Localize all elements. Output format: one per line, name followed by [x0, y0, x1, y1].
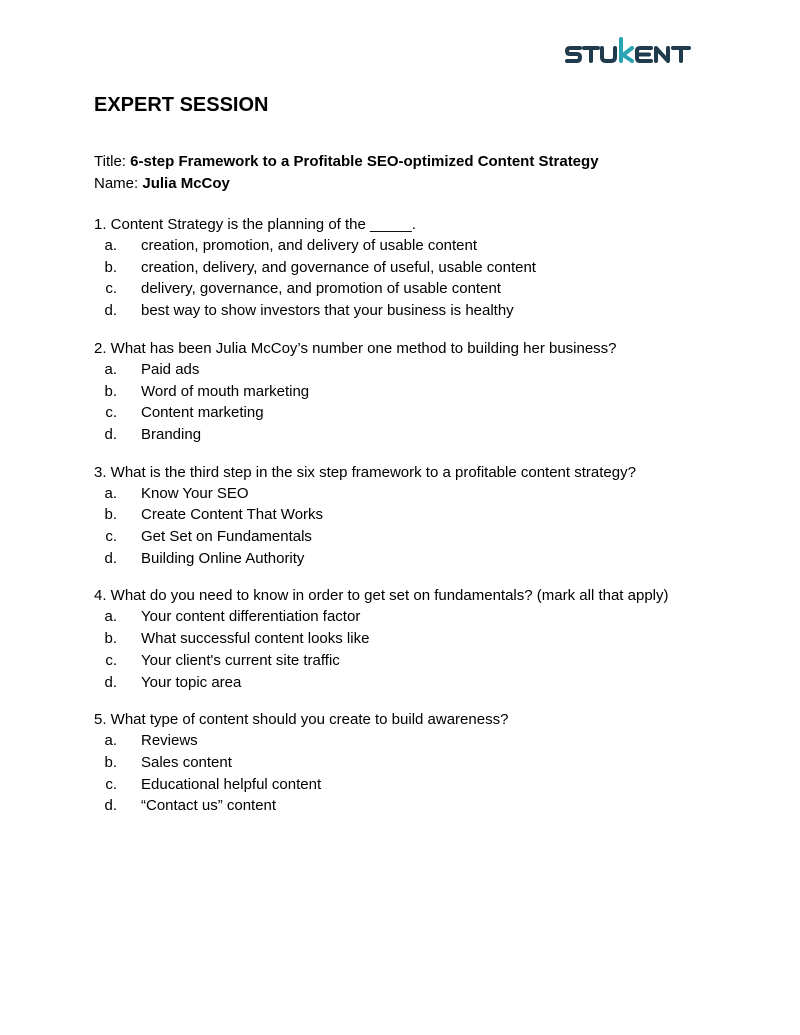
answer-option	[94, 381, 734, 403]
option-letter: b.	[104, 630, 117, 648]
question-1	[94, 214, 734, 322]
answer-option	[94, 278, 734, 300]
title-line	[94, 151, 599, 173]
option-text: best way to show investors that your business is healthy	[141, 302, 514, 320]
session-meta	[94, 151, 599, 195]
option-text: Content marketing	[141, 404, 264, 422]
option-letter: a.	[104, 732, 117, 750]
answer-option	[94, 548, 734, 570]
page-heading: EXPERT SESSION	[94, 94, 269, 116]
option-letter: b.	[104, 506, 117, 524]
option-letter: d.	[104, 302, 117, 320]
answer-option	[94, 235, 734, 257]
option-text: Sales content	[141, 753, 232, 771]
answer-option	[94, 504, 734, 526]
session-title: 6-step Framework to a Profitable SEO-optimized Content Strategy	[130, 153, 599, 170]
option-text: Paid ads	[141, 360, 200, 378]
option-text: Educational helpful content	[141, 775, 322, 793]
name-label: Name:	[94, 175, 139, 192]
option-letter: d.	[104, 425, 117, 443]
answer-option	[94, 672, 734, 694]
option-text: Building Online Authority	[141, 549, 305, 567]
option-letter: a.	[104, 608, 117, 626]
option-text: Get Set on Fundamentals	[141, 528, 312, 546]
option-text: What successful content looks like	[141, 630, 370, 648]
option-text: creation, promotion, and delivery of usable content	[141, 237, 478, 254]
answer-options	[94, 359, 734, 446]
question-text: 4. What do you need to know in order to get set on fundamentals? (mark all that apply)	[94, 587, 669, 605]
option-letter: c.	[105, 404, 117, 422]
answer-option	[94, 300, 734, 322]
question-text: 2. What has been Julia McCoy’s number one method to building her business?	[94, 339, 617, 357]
answer-options	[94, 730, 734, 817]
answer-option	[94, 730, 734, 752]
question-3	[94, 462, 734, 570]
answer-options	[94, 483, 734, 570]
name-line	[94, 173, 599, 195]
option-letter: d.	[104, 549, 117, 567]
answer-options	[94, 606, 734, 693]
question-text: 5. What type of content should you create to build awareness?	[94, 711, 509, 729]
answer-option	[94, 402, 734, 424]
question-2	[94, 338, 734, 446]
option-text: Your topic area	[141, 673, 242, 691]
speaker-name: Julia McCoy	[142, 175, 230, 192]
answer-option	[94, 650, 734, 672]
option-letter: b.	[104, 753, 117, 771]
answer-options	[94, 235, 734, 322]
option-letter: d.	[104, 673, 117, 691]
answer-option	[94, 795, 734, 817]
option-text: Word of mouth marketing	[141, 382, 310, 400]
question-text: 3. What is the third step in the six step framework to a profitable content strategy?	[94, 463, 636, 481]
option-text: “Contact us” content	[141, 797, 277, 815]
option-letter: b.	[104, 382, 117, 400]
option-text: creation, delivery, and governance of useful, usable content	[141, 258, 536, 276]
stukent-logo	[565, 36, 705, 72]
option-letter: b.	[104, 258, 117, 276]
option-letter: c.	[105, 651, 117, 669]
option-text: Your client's current site traffic	[141, 651, 340, 669]
option-letter: a.	[104, 484, 117, 502]
answer-option	[94, 752, 734, 774]
answer-option	[94, 257, 734, 279]
answer-option	[94, 424, 734, 446]
option-text: delivery, governance, and promotion of usable content	[141, 280, 501, 298]
answer-option	[94, 606, 734, 628]
option-letter: c.	[105, 775, 117, 793]
option-letter: a.	[104, 360, 117, 378]
answer-option	[94, 628, 734, 650]
option-letter: c.	[105, 280, 117, 298]
title-label: Title:	[94, 153, 126, 170]
option-text: Reviews	[141, 732, 198, 750]
answer-option	[94, 774, 734, 796]
option-letter: d.	[104, 797, 117, 815]
option-text: Know Your SEO	[141, 484, 249, 502]
question-5	[94, 709, 734, 817]
answer-option	[94, 483, 734, 505]
option-text: Your content differentiation factor	[141, 608, 361, 626]
option-text: Branding	[141, 425, 202, 443]
answer-option	[94, 359, 734, 381]
question-4	[94, 585, 734, 693]
option-letter: a.	[104, 237, 117, 254]
question-text: 1. Content Strategy is the planning of the _____.	[94, 216, 416, 233]
question-list	[94, 214, 734, 833]
answer-option	[94, 526, 734, 548]
option-letter: c.	[105, 528, 117, 546]
option-text: Create Content That Works	[141, 506, 324, 524]
